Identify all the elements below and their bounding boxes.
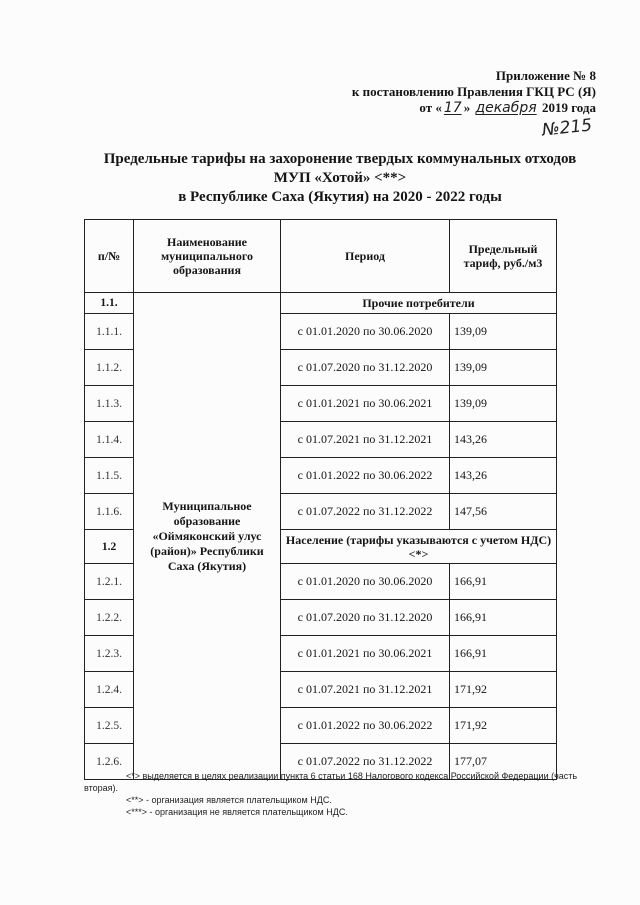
row-period: с 01.07.2022 по 31.12.2022	[281, 494, 450, 530]
title-line-2: МУП «Хотой» <**>	[273, 170, 407, 186]
row-tariff: 143,26	[450, 422, 557, 458]
row-num: 1.2.5.	[85, 708, 134, 744]
appendix-number: Приложение № 8	[495, 68, 596, 83]
date-mid: »	[463, 100, 471, 115]
date-day-handwritten: 17	[443, 100, 462, 116]
date-month-handwritten: декабря	[475, 100, 537, 116]
row-period: с 01.01.2020 по 30.06.2020	[281, 564, 450, 600]
row-tariff: 171,92	[450, 672, 557, 708]
row-tariff: 147,56	[450, 494, 557, 530]
row-num: 1.2.1.	[85, 564, 134, 600]
row-num: 1.2.4.	[85, 672, 134, 708]
row-tariff: 166,91	[450, 636, 557, 672]
row-tariff: 166,91	[450, 600, 557, 636]
row-num: 1.1.1.	[85, 314, 134, 350]
section-label: Население (тарифы указываются с учетом НДС) <*>	[281, 530, 557, 564]
row-tariff: 139,09	[450, 386, 557, 422]
row-period: с 01.01.2021 по 30.06.2021	[281, 636, 450, 672]
footnote-vat-allocation: <*> выделяется в целях реализации пункта 6 статьи 168 Налогового кодекса Российской Федерации (часть вторая).	[84, 771, 578, 793]
row-period: с 01.01.2022 по 30.06.2022	[281, 458, 450, 494]
tariff-table	[84, 219, 557, 780]
row-num: 1.2.3.	[85, 636, 134, 672]
appendix-reference: к постановлению Правления ГКЦ РС (Я)	[351, 84, 596, 99]
header-period: Период	[281, 220, 450, 293]
row-num: 1.1.2.	[85, 350, 134, 386]
row-num: 1.2.6.	[85, 744, 134, 780]
section-num: 1.1.	[85, 293, 134, 314]
header-municipality: Наименование муниципального образования	[134, 220, 281, 293]
title-line-1: Предельные тарифы на захоронение твердых коммунальных отходов	[103, 151, 577, 167]
section-row-other-consumers	[85, 293, 557, 314]
municipality-cell: Муниципальное образование «Оймяконский улус (район)» Республики Саха (Якутия)	[134, 293, 281, 780]
row-tariff: 139,09	[450, 314, 557, 350]
row-num: 1.2.2.	[85, 600, 134, 636]
row-tariff: 171,92	[450, 708, 557, 744]
footnote-non-vat-payer: <***> - организация не является плательщиком НДС.	[126, 807, 348, 817]
footnote-vat-payer: <**> - организация является плательщиком НДС.	[126, 795, 332, 805]
footnotes	[84, 770, 594, 818]
row-period: с 01.01.2021 по 30.06.2021	[281, 386, 450, 422]
title-line-3: в Республике Саха (Якутия) на 2020 - 2022 годы	[178, 189, 502, 205]
row-period: с 01.07.2022 по 31.12.2022	[281, 744, 450, 780]
row-tariff: 139,09	[450, 350, 557, 386]
date-year: 2019 года	[541, 100, 596, 115]
decree-number-handwritten: №215	[540, 115, 593, 141]
row-period: с 01.07.2020 по 31.12.2020	[281, 350, 450, 386]
row-num: 1.1.6.	[85, 494, 134, 530]
table-header-row	[85, 220, 557, 293]
header-tariff: Предельный тариф, руб./м3	[450, 220, 557, 293]
document-title	[80, 150, 600, 207]
row-period: с 01.07.2021 по 31.12.2021	[281, 422, 450, 458]
row-period: с 01.01.2022 по 30.06.2022	[281, 708, 450, 744]
section-label: Прочие потребители	[281, 293, 557, 314]
row-num: 1.1.5.	[85, 458, 134, 494]
row-num: 1.1.3.	[85, 386, 134, 422]
row-num: 1.1.4.	[85, 422, 134, 458]
appendix-header	[352, 68, 596, 116]
row-tariff: 166,91	[450, 564, 557, 600]
date-prefix: от «	[419, 100, 442, 115]
row-period: с 01.07.2020 по 31.12.2020	[281, 600, 450, 636]
header-num: п/№	[85, 220, 134, 293]
row-period: с 01.07.2021 по 31.12.2021	[281, 672, 450, 708]
row-tariff: 177,07	[450, 744, 557, 780]
row-tariff: 143,26	[450, 458, 557, 494]
appendix-date	[352, 100, 596, 116]
row-period: с 01.01.2020 по 30.06.2020	[281, 314, 450, 350]
section-num: 1.2	[85, 530, 134, 564]
